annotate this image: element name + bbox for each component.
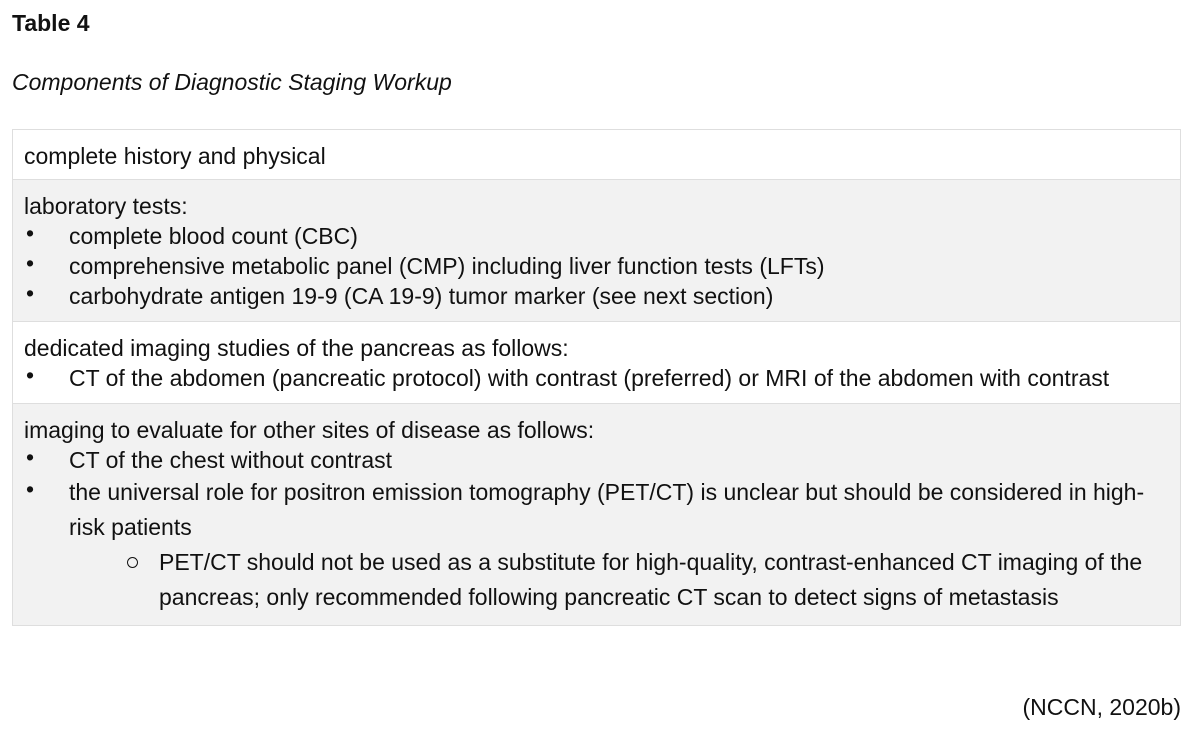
bullet-list	[24, 445, 1168, 475]
bullet-list	[24, 221, 1168, 311]
bullet-list	[24, 475, 1168, 615]
table-row-pancreas-imaging	[13, 321, 1180, 403]
list-item: • comprehensive metabolic panel (CMP) including liver function tests (LFTs)	[24, 251, 1168, 281]
bullet-list	[24, 363, 1168, 393]
list-item: • CT of the abdomen (pancreatic protocol) with contrast (preferred) or MRI of the abdomen with contrast	[24, 363, 1168, 393]
list-item: • carbohydrate antigen 19-9 (CA 19-9) tumor marker (see next section)	[24, 281, 1168, 311]
sub-bullet-list	[69, 545, 1168, 615]
row-title: laboratory tests:	[24, 193, 188, 219]
row-title: complete history and physical	[24, 143, 326, 169]
table-label: Table 4	[12, 10, 90, 36]
sub-list-item: PET/CT should not be used as a substitute for high-quality, contrast-enhanced CT imaging of the pancreas; only recommended following pancreatic CT scan to detect signs of metastasis	[24, 545, 1168, 615]
list-item: • CT of the chest without contrast	[24, 445, 1168, 475]
table-caption: Components of Diagnostic Staging Workup	[12, 69, 452, 95]
list-item	[24, 475, 1168, 615]
list-item-text: the universal role for positron emission tomography (PET/CT) is unclear but should be considered in high-risk patients	[69, 479, 1145, 540]
table-row-history	[13, 130, 1180, 179]
citation: (NCCN, 2020b)	[1022, 694, 1181, 720]
table-row-lab-tests	[13, 179, 1180, 321]
table-row-other-sites-imaging	[13, 403, 1180, 625]
staging-table	[12, 129, 1181, 626]
row-title: dedicated imaging studies of the pancreas as follows:	[24, 335, 569, 361]
list-item: • complete blood count (CBC)	[24, 221, 1168, 251]
row-title: imaging to evaluate for other sites of disease as follows:	[24, 417, 595, 443]
